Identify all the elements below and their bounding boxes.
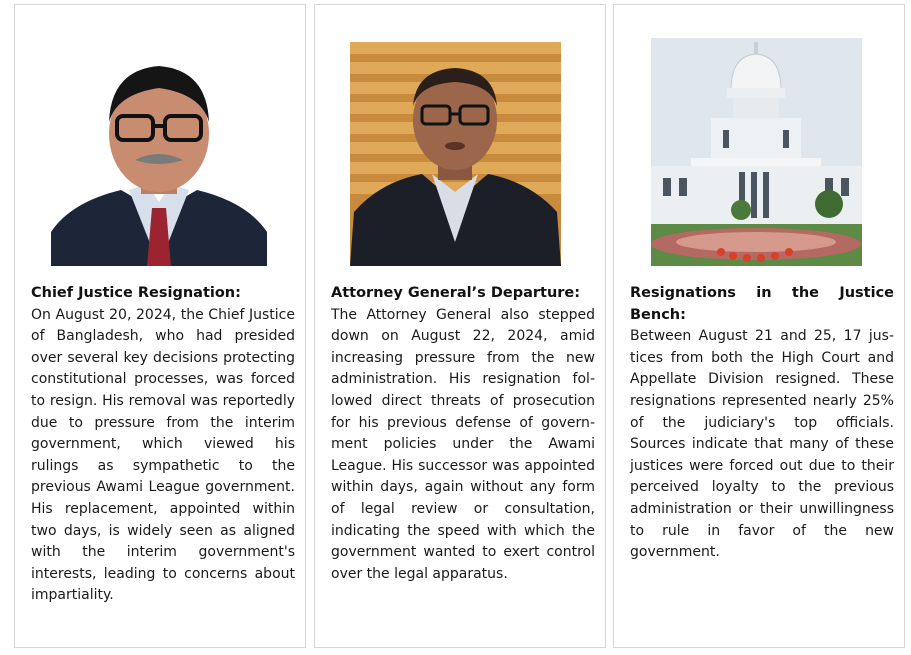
article-text — [31, 283, 295, 607]
column-heading: Chief Justice Resignation: — [31, 285, 241, 301]
article-card-justice-bench — [613, 4, 905, 648]
chief-justice-photo — [51, 42, 267, 266]
column-heading: Resignations in the Justice Bench: — [630, 285, 894, 323]
supreme-court-building-photo — [651, 38, 862, 266]
article-card-chief-justice — [14, 4, 306, 648]
column-body: Between August 21 and 25, 17 justices from both the High Court and Appellate Division resigned. These resignations represented nearly 25% of the judiciary's top officials. Sources indicate that many of these justices were forced out due to their perceived loyalty to the previous administration or their unwillingness to rule in favor of the new government. — [630, 328, 894, 561]
attorney-general-photo — [350, 42, 561, 266]
article-card-attorney-general — [314, 4, 606, 648]
column-heading: Attorney General’s Departure: — [331, 285, 581, 301]
column-body: The Attorney General also stepped down on August 22, 2024, amid increasing pressure from the new administration. His resignation followed direct threats of prosecution for his previous defense of government policies under the Awami League. His successor was appointed within days, again without any form of legal review or consultation, indicating the speed with which the government wanted to exert control over the legal apparatus. — [331, 306, 595, 582]
article-text — [331, 283, 595, 585]
column-body: On August 20, 2024, the Chief Justice of Bangladesh, who had presided over several key decisions protecting constitutional processes, was forced to resign. His removal was reportedly due to pressure from the interim government, which viewed his rulings as sympathetic to the previous Awami League government. His replacement, appointed within two days, is widely seen as aligned with the interim government's interests, leading to concerns about impartiality. — [31, 306, 295, 604]
article-text — [630, 283, 894, 564]
